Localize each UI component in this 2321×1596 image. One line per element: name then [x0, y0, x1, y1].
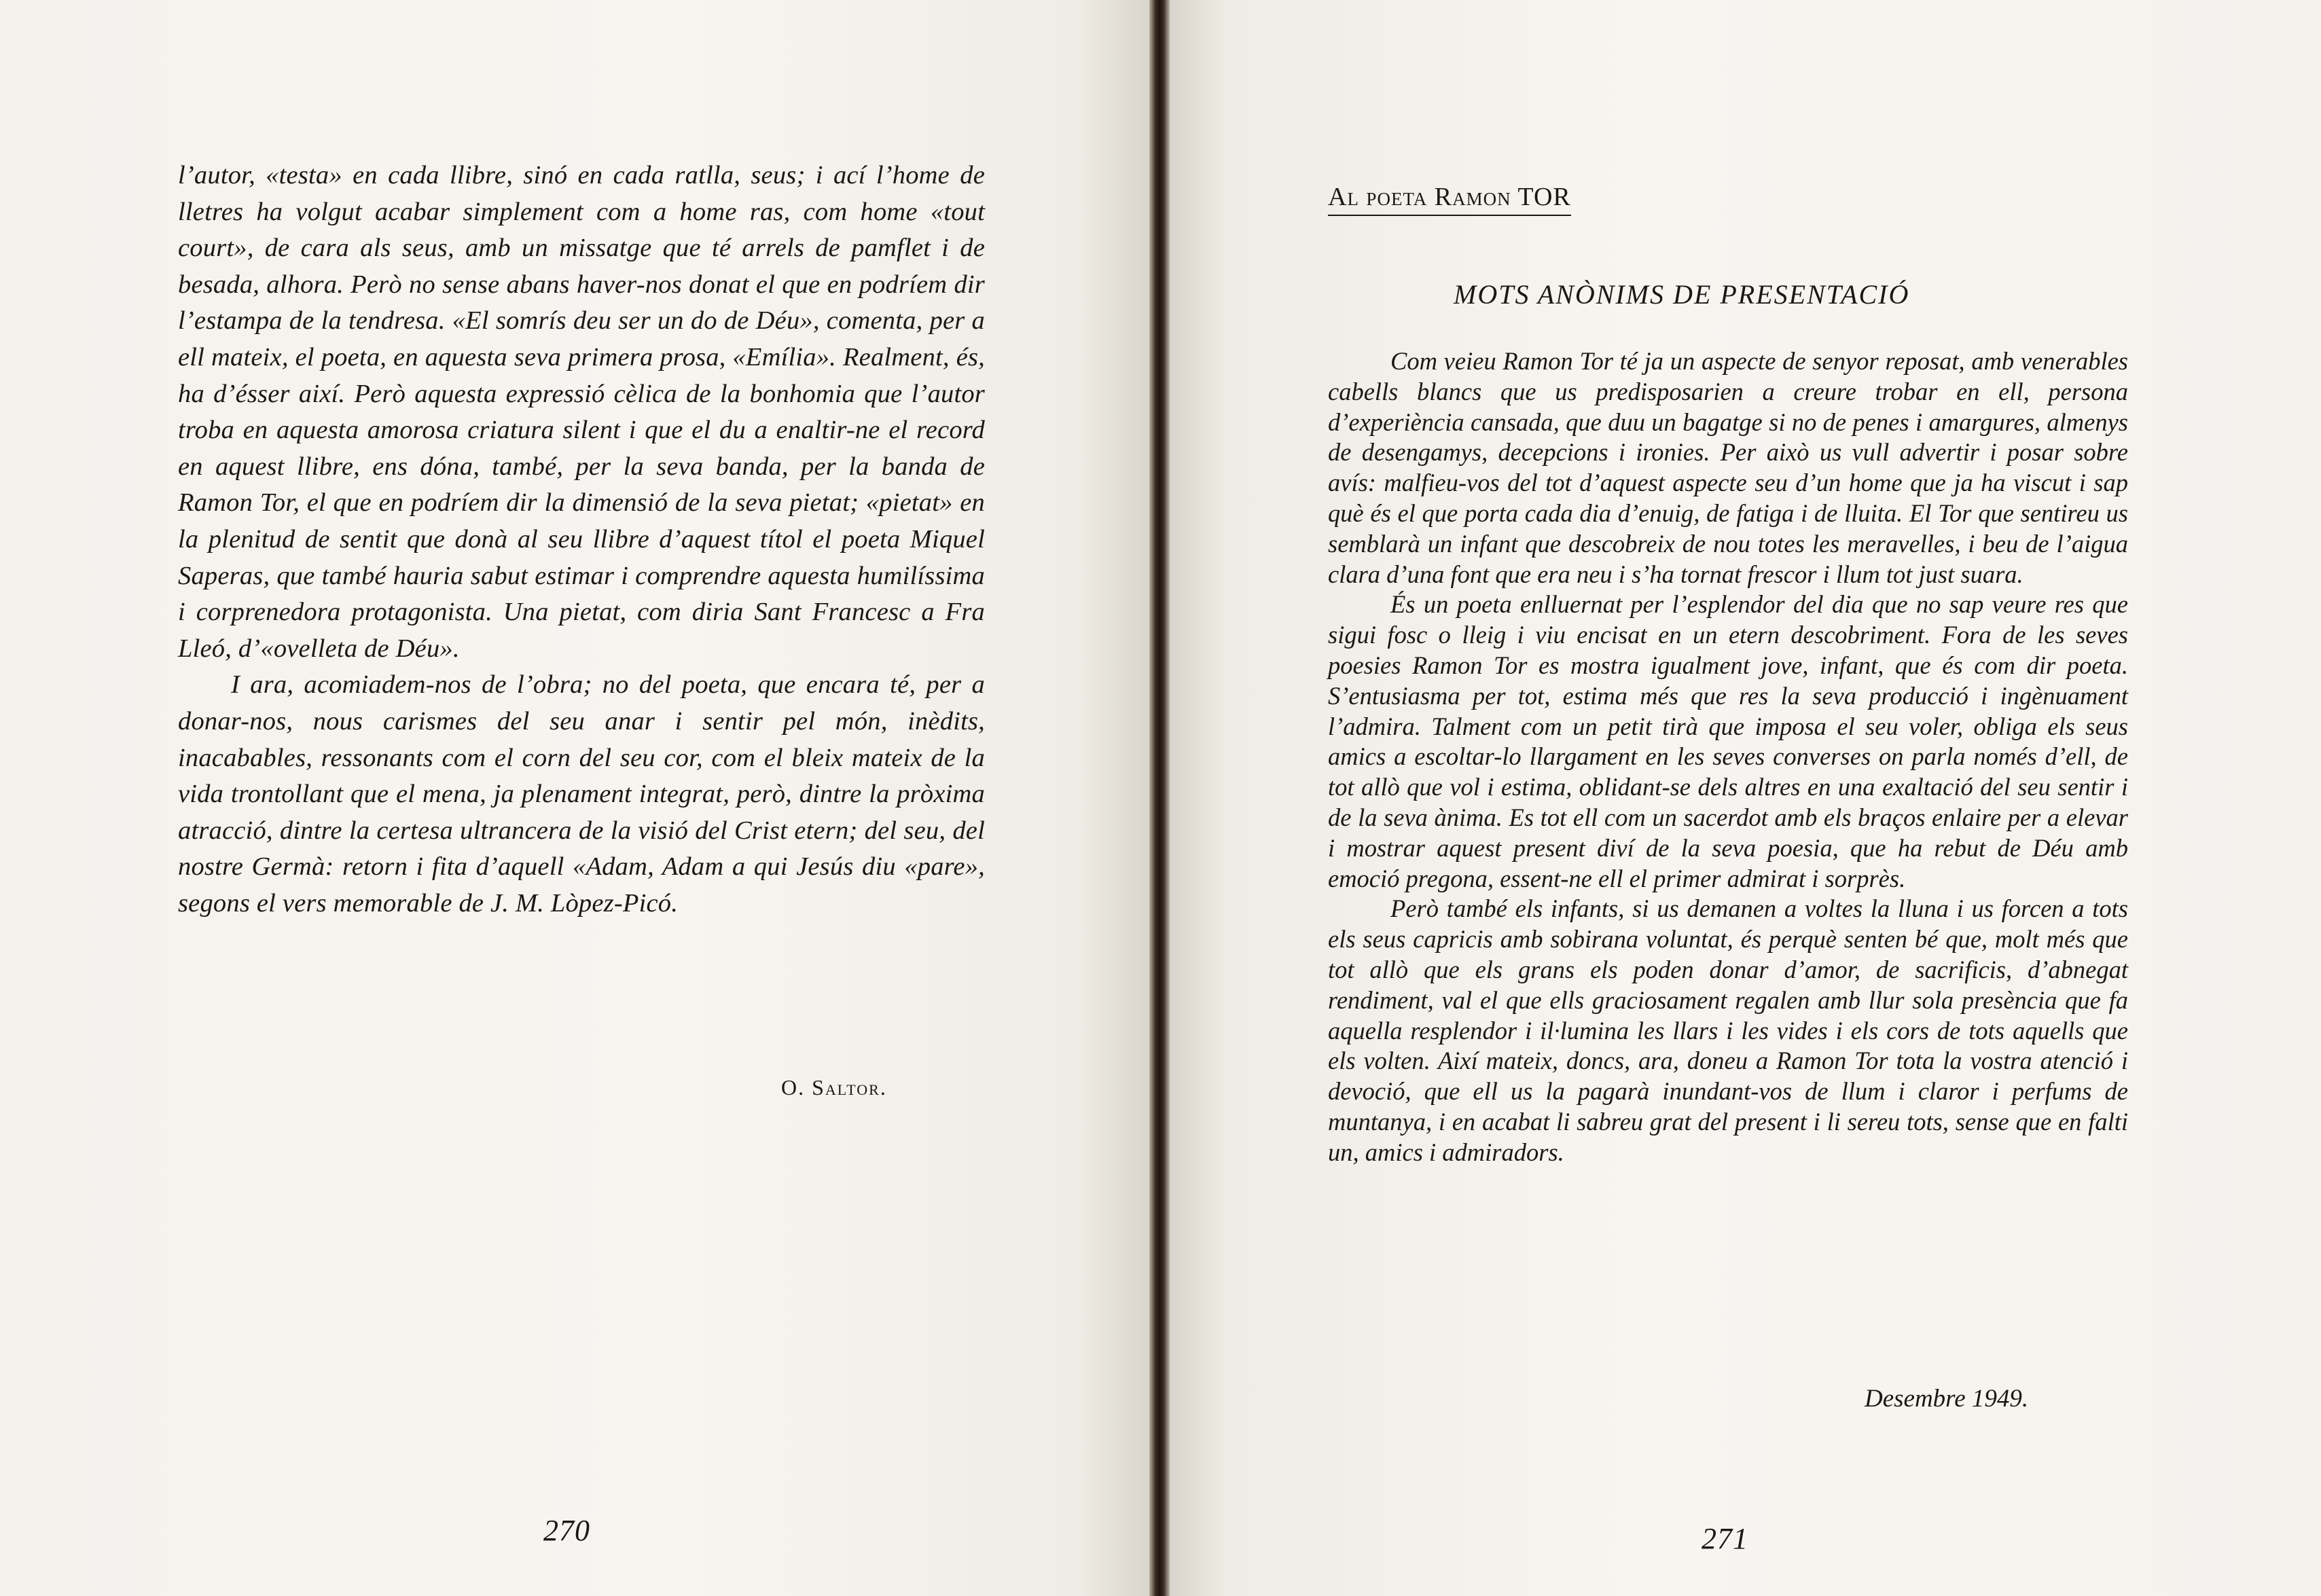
right-page-body [1328, 346, 2128, 1168]
section-heading: MOTS ANÒNIMS DE PRESENTACIÓ [1454, 279, 1910, 310]
book-gutter [1149, 0, 1170, 1596]
right-paragraph-2: És un poeta enlluernat per l’esplendor del dia que no sap veure res que sigui fosc o lleig i viu encisat en un etern descobriment. Fora de les seves poesies Ramon Tor es mostra igualment jove, infant, que és com dir poeta. S’entusiasma per tot, estima més que res la seva producció i ingènuament l’admira. Talment com un petit tirà que imposa el seu voler, obliga els seus amics a escoltar-lo llargament en les seves converses on parla només d’ell, de tot allò que vol i estima, oblidant-se dels altres en una exaltació del seu sentir i de la seva ànima. Es tot ell com un sacerdot amb els braços enlaire per a elevar i mostrar aquest present diví de la seva poesia, que ha rebut de Déu amb emoció pregona, essent-ne ell el primer admirat i sorprès. [1328, 590, 2128, 892]
date-line: Desembre 1949. [1865, 1385, 2029, 1413]
dedication-line: Al poeta Ramon TOR [1328, 182, 1571, 216]
signature-initial: O. [781, 1075, 806, 1100]
page-number-right: 271 [1702, 1522, 1748, 1555]
left-page-body [178, 158, 985, 922]
signature-name: Saltor. [812, 1075, 887, 1100]
right-paragraph-1: Com veieu Ramon Tor té ja un aspecte de senyor reposat, amb venerables cabells blancs que us predisposarien a creure trobar en ell, persona d’experiència cansada, que duu un bagatge si no de penes i amargures, almenys de desengamys, decepcions i ironies. Per això us vull advertir i posar sobre avís: malfieu-vos del tot d’aquest aspecte seu d’un home que ja ha viscut i sap què és el que porta cada dia d’enuig, de fatiga i de lluita. El Tor que sentireu us semblarà un infant que descobreix de nou totes les meravelles, i beu de l’aigua clara d’una font que era neu i s’ha tornat frescor i llum tot just suara. [1328, 347, 2128, 588]
right-paragraph-3: Però també els infants, si us demanen a voltes la lluna i us forcen a tots els seus capricis amb sobirana voluntat, és perquè senten bé que, molt més que tot allò que els grans els poden donar d’amor, de sacrificis, d’abnegat rendiment, val el que ells graciosament regalen amb llur sola presència que fa aquella resplendor i il·lumina les llars i les vides i els cors de tots aquells que els volten. Així mateix, doncs, ara, doneu a Ramon Tor tota la vostra atenció i devoció, que ell us la pagarà inundant-vos de llum i claror i perfums de muntanya, i en acabat li sabreu grat del present i li sereu tots, sense que en falti un, amics i admiradors. [1328, 894, 2128, 1166]
left-page [0, 0, 1149, 1596]
signature [781, 1075, 887, 1100]
left-paragraph-1: l’autor, «testa» en cada llibre, sinó en cada ratlla, seus; i ací l’home de lletres ha volgut acabar simplement com a home ras, com home «tout court», de cara als seus, amb un missatge que té arrels de pamflet i de besada, alhora. Però no sense abans haver-nos donat el que en podríem dir l’estampa de la tendresa. «El somrís deu ser un do de Déu», comenta, per a ell mateix, el poeta, en aquesta seva primera prosa, «Emília». Realment, és, ha d’ésser així. Però aquesta expressió cèlica de la bonhomia que l’autor troba en aquesta amorosa criatura silent i que el du a enaltir-ne el record en aquest llibre, ens dóna, també, per la seva banda, per la banda de Ramon Tor, el que en podríem dir la dimensió de la seva pietat; «pietat» en la plenitud de sentit que donà al seu llibre d’aquest títol el poeta Miquel Saperas, que també hauria sabut estimar i comprendre aquesta humilíssima i corprenedora protagonista. Una pietat, com diria Sant Francesc a Fra Lleó, d’«ovelleta de Déu». [178, 161, 985, 663]
left-paragraph-2: I ara, acomiadem-nos de l’obra; no del poeta, que encara té, per a donar-nos, nous carismes del seu anar i sentir pel món, inèdits, inacabables, ressonants com el corn del seu cor, com el bleix mateix de la vida trontollant que el mena, ja plenament integrat, però, dintre la pròxima atracció, dintre la certesa ultrancera de la visió del Crist etern; del seu, del nostre Germà: retorn i fita d’aquell «Adam, Adam a qui Jesús diu «pare», segons el vers memorable de J. M. Lòpez-Picó. [178, 670, 985, 918]
page-number-left: 270 [543, 1514, 590, 1547]
